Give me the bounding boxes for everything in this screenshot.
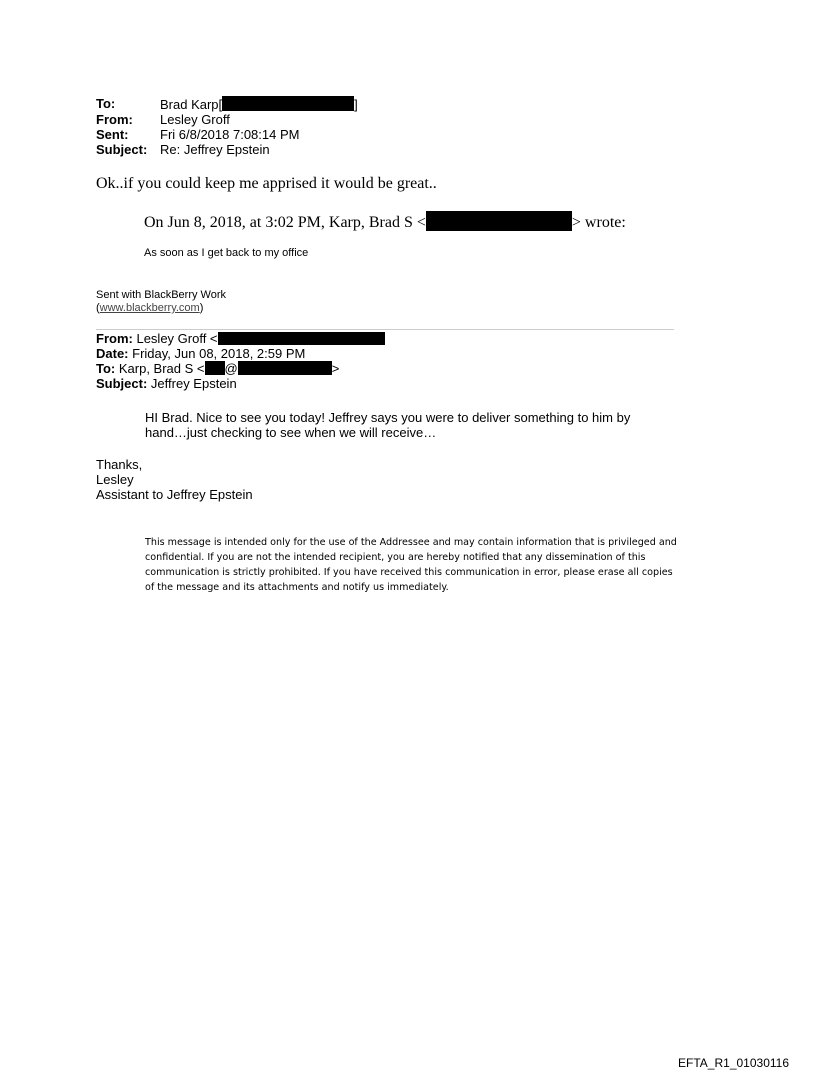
header-from-row [96,112,358,127]
quoted-intro-tail: > wrote: [571,214,626,231]
quoted-body: As soon as I get back to my office [144,247,309,259]
email-header [96,96,358,157]
signature [96,289,226,315]
to-label: To: [96,96,116,111]
footer-document-id: EFTA_R1_01030116 [678,1056,789,1070]
orig-date-value: Friday, Jun 08, 2018, 2:59 PM [132,346,306,361]
orig-date-row [96,346,385,361]
paren-open: ( [96,302,100,314]
to-tail: ] [354,97,358,112]
redaction-box [426,211,572,231]
divider [96,329,674,330]
closing-name: Lesley [96,472,134,487]
orig-from-label: From: [96,331,133,346]
subject-value: Re: Jeffrey Epstein [160,142,270,157]
orig-from-value: Lesley Groff < [136,331,218,346]
redaction-box [238,361,332,375]
reply-body: Ok..if you could keep me apprised it would be great.. [96,175,437,192]
signature-line: Sent with BlackBerry Work [96,289,227,301]
disclaimer: This message is intended only for the use of the Addressee and may contain information that is privileged and confidential. If you are not the intended recipient, you are hereby notified that any dissemination of this communication is strictly prohibited. If you have received this communication in error, please erase all copies of the message and its attachments and notify us immediately. [145,537,677,593]
orig-date-label: Date: [96,346,129,361]
closing-thanks: Thanks, [96,457,143,472]
closing [96,457,253,502]
blackberry-link[interactable]: www.blackberry.com [99,302,200,314]
redaction-box [222,96,354,111]
signature-link-line [96,302,226,315]
orig-from-row [96,331,385,346]
redaction-box [205,361,225,375]
quoted-intro [144,211,626,232]
orig-to-tail: > [331,361,340,376]
header-sent-row [96,127,358,142]
original-email-header [96,331,385,391]
sent-value: Fri 6/8/2018 7:08:14 PM [160,127,300,142]
subject-label: Subject: [96,142,148,157]
from-value: Lesley Groff [160,112,230,127]
closing-title: Assistant to Jeffrey Epstein [96,487,253,502]
orig-subject-row [96,376,385,391]
quoted-intro-text: On Jun 8, 2018, at 3:02 PM, Karp, Brad S < [144,214,426,231]
sent-label: Sent: [96,127,129,142]
header-to-row [96,96,358,112]
orig-to-value: Karp, Brad S < [118,361,205,376]
from-label: From: [96,112,133,127]
original-body: HI Brad. Nice to see you today! Jeffrey says you were to deliver something to him by hand…just checking to see when we will receive… [145,410,631,440]
header-subject-row [96,142,358,157]
to-value [160,96,358,112]
orig-subject-value: Jeffrey Epstein [150,376,237,391]
orig-to-row [96,361,385,376]
redaction-box [218,332,385,345]
orig-subject-label: Subject: [96,376,148,391]
orig-to-at: @ [224,361,238,376]
orig-to-label: To: [96,361,116,376]
to-name: Brad Karp[ [160,97,223,112]
paren-close: ) [199,302,204,314]
